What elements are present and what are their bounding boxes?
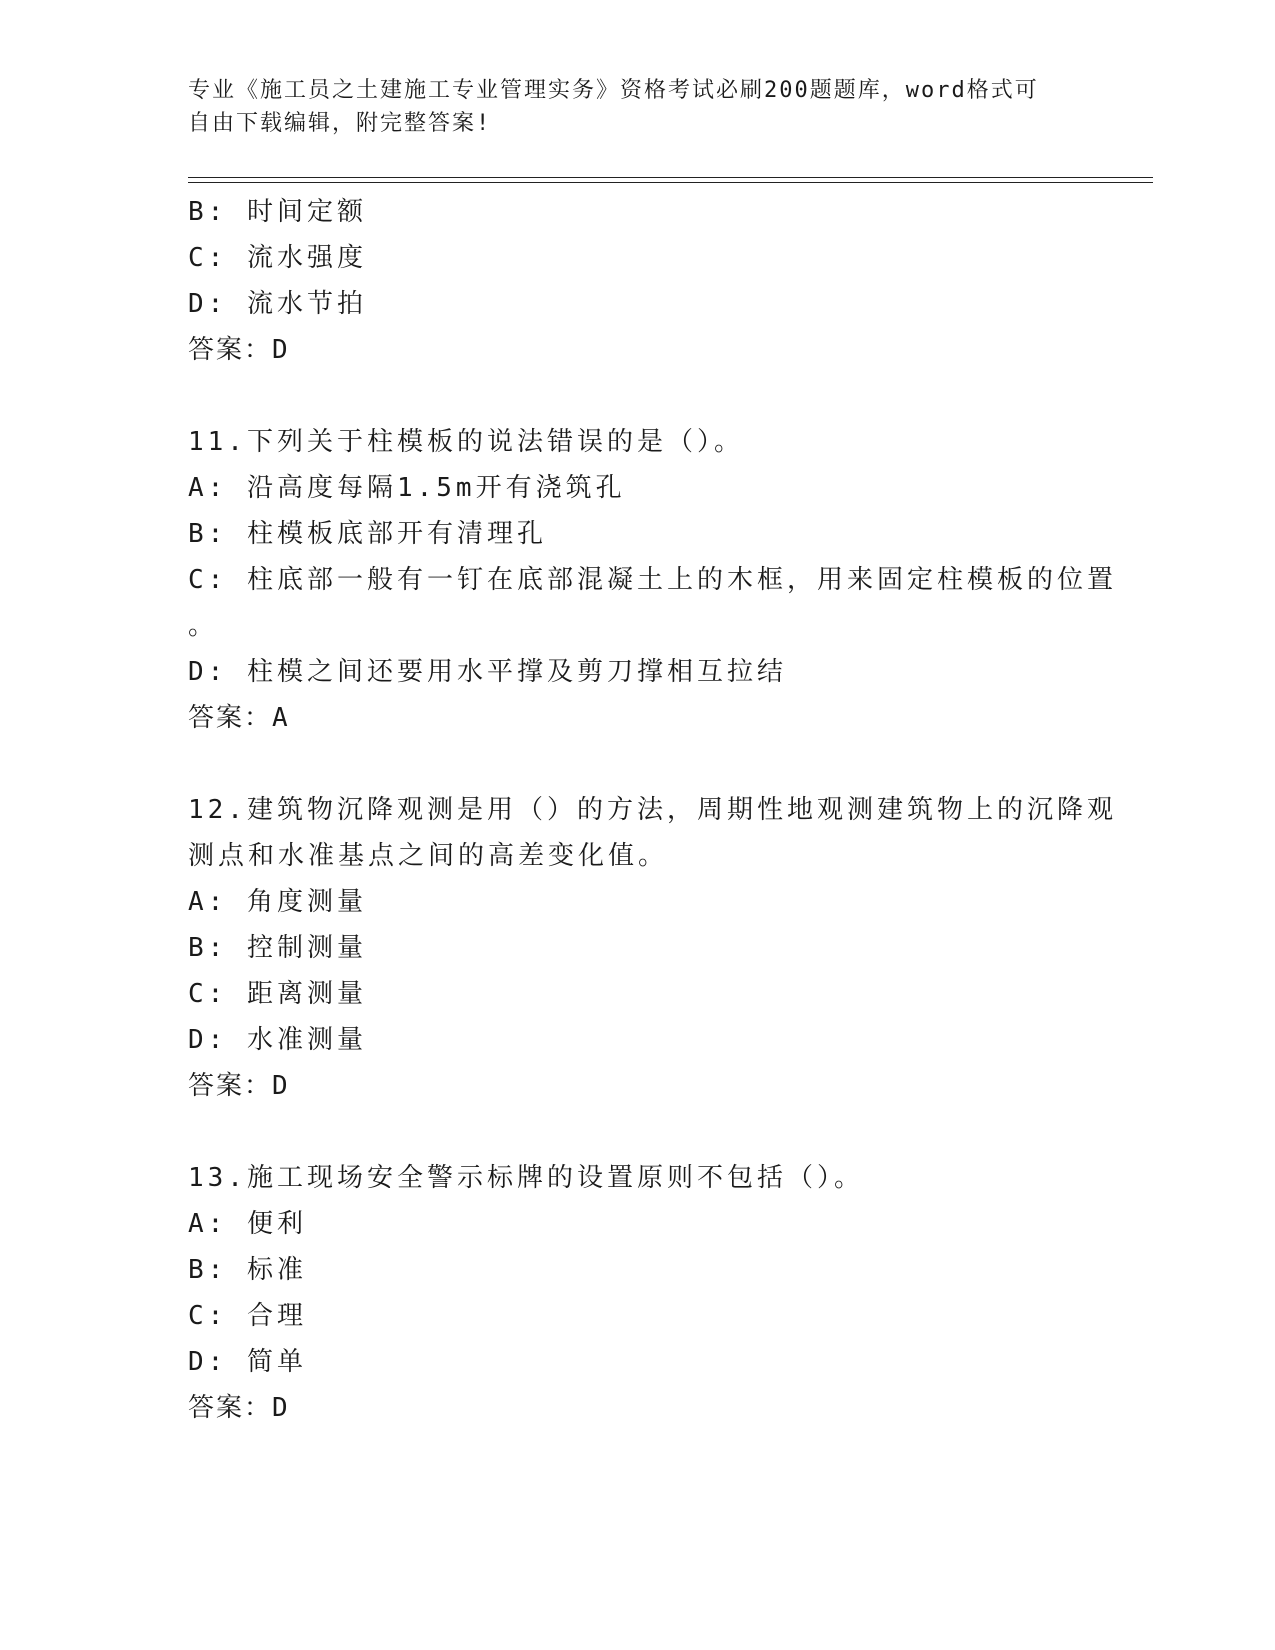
q11-option-a: A: 沿高度每隔1.5m开有浇筑孔 bbox=[188, 473, 626, 503]
header-line-2: 自由下载编辑，附完整答案! bbox=[188, 111, 492, 136]
q13-question: 13.施工现场安全警示标牌的设置原则不包括（）。 bbox=[188, 1163, 864, 1193]
document-header bbox=[188, 74, 1068, 140]
q11-answer: 答案：A bbox=[188, 703, 290, 733]
q11-question: 11.下列关于柱模板的说法错误的是（）。 bbox=[188, 427, 744, 457]
q12-question-line-2: 测点和水准基点之间的高差变化值。 bbox=[188, 841, 669, 871]
header-line-1: 专业《施工员之土建施工专业管理实务》资格考试必刷200题题库，word格式可 bbox=[188, 78, 1039, 103]
q12-question-line-1: 12.建筑物沉降观测是用（）的方法，周期性地观测建筑物上的沉降观 bbox=[188, 795, 1117, 825]
q13-option-d: D: 简单 bbox=[188, 1347, 307, 1377]
spacer bbox=[188, 373, 1088, 419]
q13-answer: 答案：D bbox=[188, 1393, 290, 1423]
q13-option-b: B: 标准 bbox=[188, 1255, 307, 1285]
q13-option-a: A: 便利 bbox=[188, 1209, 307, 1239]
q12-option-b: B: 控制测量 bbox=[188, 933, 367, 963]
q10-option-c: C: 流水强度 bbox=[188, 243, 367, 273]
spacer bbox=[188, 741, 1088, 787]
header-divider-top bbox=[188, 177, 1153, 178]
q12-option-a: A: 角度测量 bbox=[188, 887, 367, 917]
q12-option-d: D: 水准测量 bbox=[188, 1025, 367, 1055]
q13-option-c: C: 合理 bbox=[188, 1301, 307, 1331]
q11-option-b: B: 柱模板底部开有清理孔 bbox=[188, 519, 547, 549]
q11-option-c-line-2: 。 bbox=[188, 611, 219, 641]
q11-option-c-line-1: C: 柱底部一般有一钉在底部混凝土上的木框，用来固定柱模板的位置 bbox=[188, 565, 1117, 595]
question-11 bbox=[188, 419, 1117, 741]
question-13 bbox=[188, 1155, 1088, 1431]
q12-option-c: C: 距离测量 bbox=[188, 979, 367, 1009]
header-divider-bottom bbox=[188, 182, 1153, 183]
q10-option-d: D: 流水节拍 bbox=[188, 289, 367, 319]
question-12 bbox=[188, 787, 1117, 1109]
q10-answer: 答案：D bbox=[188, 335, 290, 365]
q10-option-b: B: 时间定额 bbox=[188, 197, 367, 227]
question-10 bbox=[188, 189, 1088, 373]
q12-answer: 答案：D bbox=[188, 1071, 290, 1101]
spacer bbox=[188, 1109, 1088, 1155]
q11-option-d: D: 柱模之间还要用水平撑及剪刀撑相互拉结 bbox=[188, 657, 787, 687]
question-list bbox=[188, 189, 1117, 1431]
